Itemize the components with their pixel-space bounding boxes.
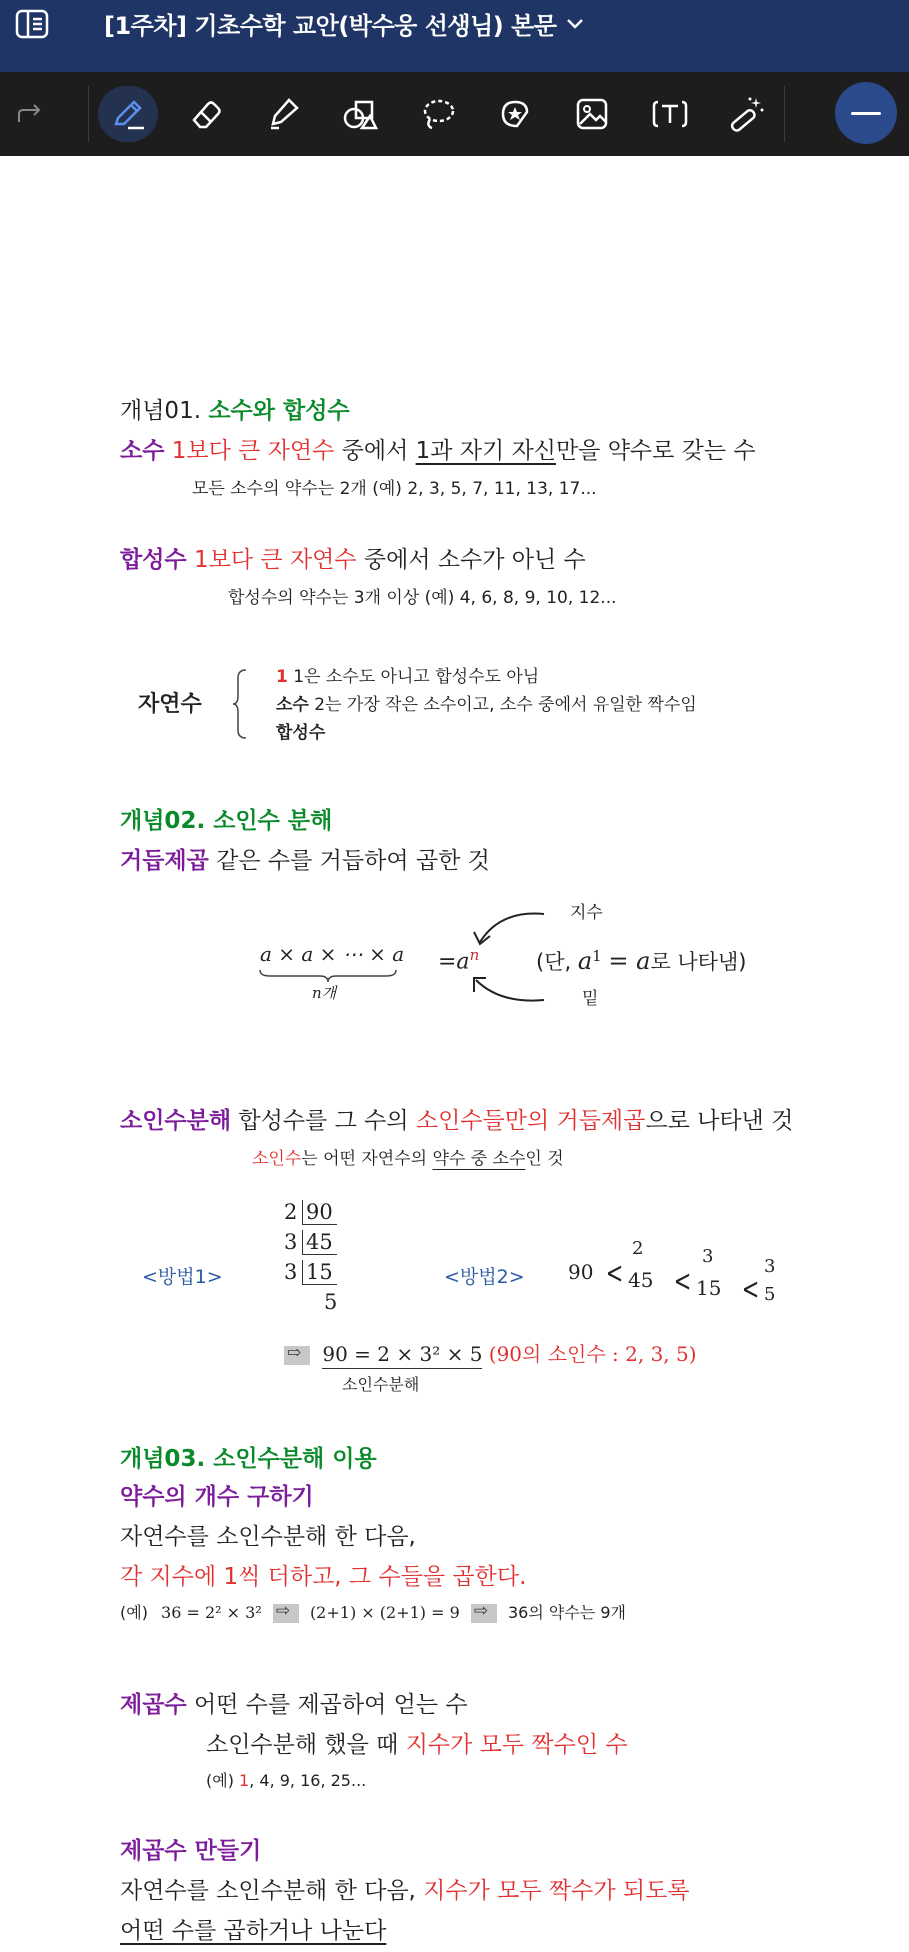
method1-label: <방법1> xyxy=(142,1266,223,1288)
quotient: 5 xyxy=(324,1290,338,1314)
exponent-n: n xyxy=(469,946,480,964)
composite-term: 합성수 xyxy=(120,547,187,573)
example-prefix: (예) xyxy=(120,1603,148,1622)
product-expression: a × a × ⋯ × a xyxy=(260,942,405,966)
tree-node: 3 xyxy=(702,1246,714,1267)
square-number-term: 제곱수 xyxy=(120,1692,187,1718)
natural-number-label: 자연수 xyxy=(138,692,202,717)
divisor-count-line1: 자연수를 소인수분해 한 다음, xyxy=(120,1524,416,1550)
dividend: 45 xyxy=(302,1230,337,1255)
classify-composite: 합성수 xyxy=(276,723,326,743)
a1-equals: = a xyxy=(608,947,651,975)
dan-close: 로 나타냄) xyxy=(650,950,747,974)
magic-wand-icon xyxy=(726,94,766,134)
branch-icon: < xyxy=(605,1256,624,1291)
tree-node: 2 xyxy=(632,1238,644,1259)
concept03-title: 개념03. 소인수분해 이용 xyxy=(120,1446,377,1472)
pf-note1: 는 어떤 자연수의 xyxy=(301,1149,433,1169)
drawing-toolbar xyxy=(0,72,909,156)
branch-icon: < xyxy=(741,1272,760,1307)
power-def: 같은 수를 거듭하여 곱한 것 xyxy=(208,848,490,874)
pf-result-label: 소인수분해 xyxy=(342,1375,420,1394)
sq-example-prefix: (예) xyxy=(206,1771,240,1790)
title-bar xyxy=(0,0,909,72)
make-square-line2: 어떤 수를 곱하거나 나눈다 xyxy=(120,1918,387,1944)
concept01-heading xyxy=(120,392,350,425)
composite-def-red: 1보다 큰 자연수 xyxy=(193,547,357,573)
pf-def-red: 소인수들만의 거듭제곱 xyxy=(415,1108,646,1134)
prime-definition xyxy=(120,432,756,465)
make-square-line1 xyxy=(120,1872,690,1905)
dividend: 15 xyxy=(302,1260,337,1285)
division-row xyxy=(282,1230,352,1260)
divisor-count-example xyxy=(120,1600,626,1623)
square-number-definition xyxy=(120,1686,468,1719)
prime-def-underline: 1과 자기 자신 xyxy=(415,438,556,464)
shapes-icon xyxy=(340,94,380,134)
pen-tool-button[interactable] xyxy=(98,86,158,142)
pf-result-equation: 90 = 2 × 3² × 5 xyxy=(322,1342,482,1369)
tree-node: 3 xyxy=(764,1256,776,1277)
make-square-title: 제곱수 만들기 xyxy=(120,1838,262,1864)
sq-example-rest: , 4, 9, 16, 25... xyxy=(249,1771,367,1790)
prime-def-mid: 중에서 xyxy=(334,438,416,464)
composite-definition xyxy=(120,541,586,574)
brace-icon xyxy=(232,668,250,740)
document-title-dropdown[interactable] xyxy=(104,6,584,41)
divisor-count-line2: 각 지수에 1씩 더하고, 그 수들을 곱한다. xyxy=(120,1564,527,1590)
tree-node: 90 xyxy=(568,1260,594,1284)
magic-wand-tool-button[interactable] xyxy=(716,86,776,142)
concept02-title: 개념02. 소인수 분해 xyxy=(120,808,333,834)
pf-definition xyxy=(120,1102,793,1135)
shapes-tool-button[interactable] xyxy=(330,86,390,142)
minus-icon xyxy=(851,112,881,115)
implies-arrow-icon xyxy=(471,1604,497,1623)
pf-note xyxy=(252,1144,564,1169)
sticker-icon xyxy=(495,94,535,134)
division-row xyxy=(282,1260,352,1290)
eraser-icon xyxy=(186,94,226,134)
pf-note-red: 소인수 xyxy=(252,1149,302,1169)
pf-def1: 합성수를 그 수의 xyxy=(231,1108,416,1134)
classify-prime-bold: 소수 xyxy=(276,695,309,715)
image-tool-button[interactable] xyxy=(562,86,622,142)
a1-exponent: 1 xyxy=(592,947,602,965)
divisor: 2 xyxy=(284,1200,298,1224)
prime-def-red: 1보다 큰 자연수 xyxy=(171,438,335,464)
classify-prime xyxy=(276,690,697,715)
concept01-prefix: 개념01. xyxy=(120,398,209,424)
pf-note-underline: 약수 중 소수 xyxy=(432,1149,526,1169)
classify-prime-text: 2는 가장 작은 소수이고, 소수 중에서 유일한 짝수임 xyxy=(308,695,697,715)
dividend: 90 xyxy=(302,1200,337,1225)
text-box-icon xyxy=(648,94,692,134)
classify-one xyxy=(276,662,539,687)
toolbar-separator xyxy=(88,86,89,142)
redo-button[interactable] xyxy=(0,86,60,142)
n-count-label: n개 xyxy=(312,984,337,1002)
pf-term: 소인수분해 xyxy=(120,1108,232,1134)
note-page[interactable] xyxy=(0,156,909,1952)
prime-term: 소수 xyxy=(120,438,165,464)
a1-base: a xyxy=(577,947,593,975)
concept01-title: 소수와 합성수 xyxy=(208,398,350,424)
prime-def-end: 만을 약수로 갖는 수 xyxy=(555,438,756,464)
square-number-line2-text: 소인수분해 했을 때 xyxy=(206,1732,406,1758)
divisor: 3 xyxy=(284,1260,298,1284)
division-ladder xyxy=(282,1200,352,1320)
example-equation2: (2+1) × (2+1) = 9 xyxy=(309,1603,460,1622)
lasso-icon xyxy=(418,94,458,134)
sticker-tool-button[interactable] xyxy=(485,86,545,142)
division-row xyxy=(282,1290,352,1320)
document-title: [1주차] 기초수학 교안(박수웅 선생님) 본문 xyxy=(104,12,557,40)
make-square-line1-text: 자연수를 소인수분해 한 다음, xyxy=(120,1878,424,1904)
composite-note: 합성수의 약수는 3개 이상 (예) 4, 6, 8, 9, 10, 12... xyxy=(228,588,617,608)
branch-icon: < xyxy=(673,1264,692,1299)
divisor: 3 xyxy=(284,1230,298,1254)
pf-result xyxy=(278,1338,697,1367)
divisor-count-subtitle: 약수의 개수 구하기 xyxy=(120,1484,314,1510)
square-number-line2-red: 지수가 모두 짝수인 수 xyxy=(405,1732,628,1758)
square-number-example xyxy=(206,1768,366,1791)
image-icon xyxy=(572,94,612,134)
pf-note2: 인 것 xyxy=(525,1149,564,1169)
equals-a: =a xyxy=(438,949,470,975)
tree-node: 5 xyxy=(764,1284,776,1305)
highlighter-tool-button[interactable] xyxy=(253,86,313,142)
lasso-tool-button[interactable] xyxy=(408,86,468,142)
highlighter-icon xyxy=(263,94,303,134)
chevron-down-icon xyxy=(566,18,584,30)
pf-def2: 으로 나타낸 것 xyxy=(645,1108,794,1134)
redo-icon xyxy=(15,102,45,126)
dan-open: (단, xyxy=(536,950,572,974)
eraser-tool-button[interactable] xyxy=(176,86,236,142)
example-result: 36의 약수는 9개 xyxy=(507,1603,626,1622)
square-number-def: 어떤 수를 제곱하여 얻는 수 xyxy=(186,1692,468,1718)
exponent-label: 지수 xyxy=(570,903,603,923)
make-square-line1-red: 지수가 모두 짝수가 되도록 xyxy=(423,1878,690,1904)
square-number-line2 xyxy=(206,1726,628,1759)
sidebar-toggle-icon[interactable] xyxy=(14,8,50,40)
prime-note: 모든 소수의 약수는 2개 (예) 2, 3, 5, 7, 11, 13, 17... xyxy=(192,479,597,499)
method2-label: <방법2> xyxy=(444,1266,525,1288)
tree-node: 45 xyxy=(628,1268,654,1292)
factor-tree xyxy=(566,1238,806,1346)
example-equation1: 36 = 2² × 3² xyxy=(161,1603,262,1622)
implies-arrow-icon xyxy=(284,1346,310,1365)
sq-example-red: 1 xyxy=(239,1771,250,1790)
implies-arrow-icon xyxy=(273,1604,299,1623)
pf-result-factors: (90의 소인수 : 2, 3, 5) xyxy=(488,1342,697,1366)
power-term: 거듭제곱 xyxy=(120,848,209,874)
text-box-tool-button[interactable] xyxy=(640,86,700,142)
base-label: 밑 xyxy=(582,989,599,1009)
composite-def-end: 중에서 소수가 아닌 수 xyxy=(356,547,586,573)
collapse-toolbar-button[interactable] xyxy=(835,82,897,144)
tree-node: 15 xyxy=(696,1276,722,1300)
classify-one-bold: 1 xyxy=(276,667,288,687)
pen-icon xyxy=(108,94,148,134)
power-definition xyxy=(120,842,490,875)
classify-one-text: 1은 소수도 아니고 합성수도 아님 xyxy=(287,667,540,687)
a1-note xyxy=(536,946,746,976)
toolbar-separator xyxy=(784,86,785,142)
division-row xyxy=(282,1200,352,1230)
